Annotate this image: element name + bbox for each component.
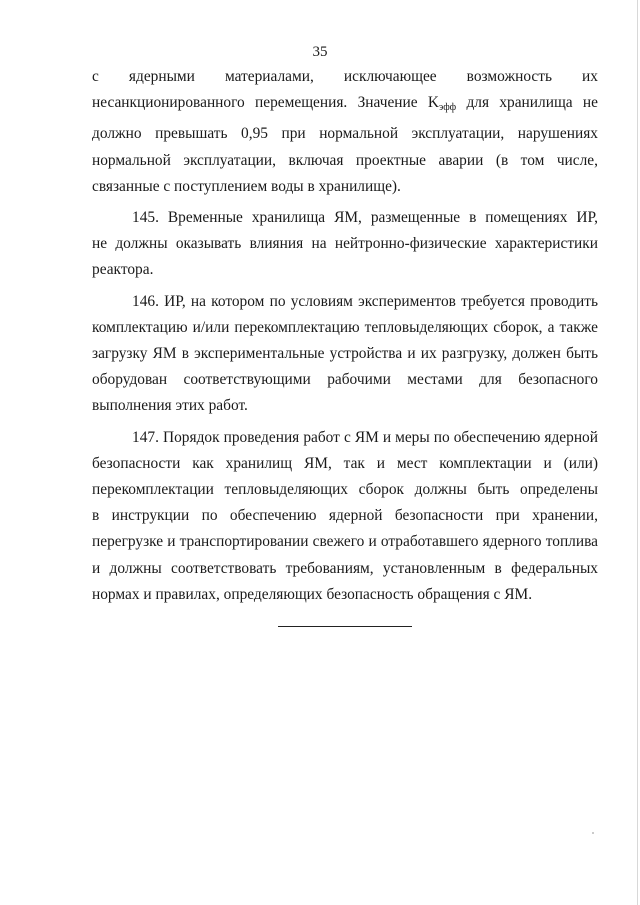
paragraph-146	[92, 289, 598, 420]
text-line: 147. Порядок проведения работ с ЯМ и меры по обеспечению ядерной	[132, 428, 598, 446]
text-segment: для хранилища не	[456, 94, 598, 112]
text-line: перекомплектации тепловыделяющих сборок должны быть определены	[92, 481, 598, 499]
text-line: не должны оказывать влияния на нейтронно-физические характеристики	[92, 235, 598, 253]
text-line: комплектацию и/или перекомплектацию тепловыделяющих сборок, а также	[92, 318, 598, 336]
text-line: 145. Временные хранилища ЯМ, размещенные в помещениях ИР,	[132, 209, 598, 227]
text-line: и должны соответствовать требованиям, установленным в федеральных	[92, 559, 598, 577]
text-line: должно превышать 0,95 при нормальной эксплуатации, нарушениях	[92, 125, 598, 143]
text-line: 146. ИР, на котором по условиям экспериментов требуется проводить	[132, 292, 598, 310]
text-line: перегрузке и транспортировании свежего и отработавшего ядерного топлива	[92, 533, 598, 551]
scan-speck	[592, 832, 594, 834]
text-line: нормах и правилах, определяющих безопасность обращения с ЯМ.	[92, 585, 533, 603]
text-line: оборудован соответствующими рабочими местами для безопасного	[92, 371, 598, 389]
text-line: в инструкции по обеспечению ядерной безопасности при хранении,	[92, 507, 598, 525]
paragraph-continuation	[92, 64, 598, 200]
k-eff-subscript: эфф	[439, 102, 457, 114]
text-line: связанные с поступлением воды в хранилище).	[92, 177, 401, 195]
text-line: реактора.	[92, 261, 154, 279]
text-line: безопасности как хранилищ ЯМ, так и мест комплектации и (или)	[92, 454, 598, 472]
text-line: нормальной эксплуатации, включая проектные аварии (в том числе,	[92, 151, 598, 169]
paragraph-145	[92, 205, 598, 284]
page-edge	[637, 0, 638, 905]
text-line: с ядерными материалами, исключающее возможность их	[92, 68, 598, 85]
paragraph-147	[92, 425, 598, 608]
body-text	[92, 64, 598, 608]
end-divider-line	[278, 626, 412, 627]
page-number: 35	[312, 44, 328, 60]
text-segment: несанкционированного перемещения. Значение K	[92, 94, 440, 112]
text-line-with-k-eff	[92, 90, 598, 121]
text-line: выполнения этих работ.	[92, 397, 248, 415]
text-line: загрузку ЯМ в экспериментальные устройства и их разгрузку, должен быть	[92, 345, 598, 363]
